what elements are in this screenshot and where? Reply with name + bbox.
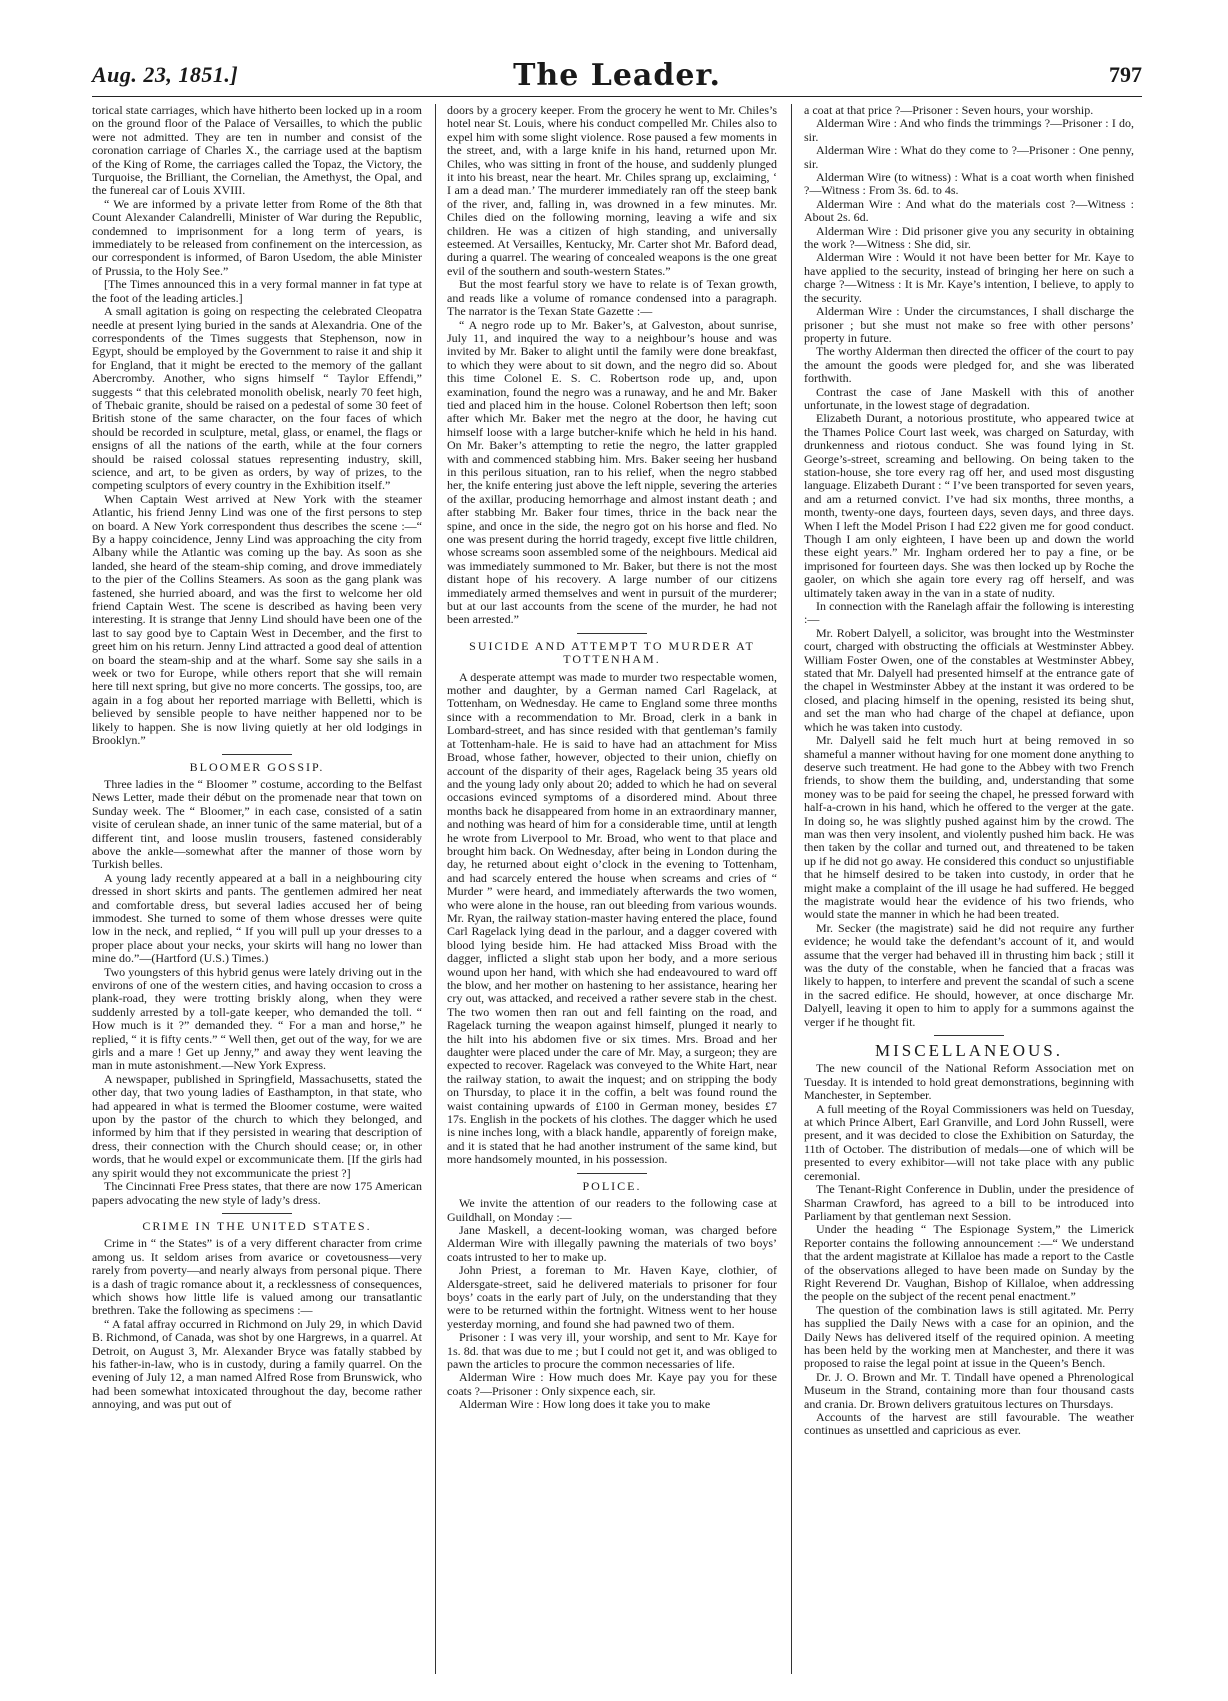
paragraph: Alderman Wire : Under the circumstances, I shall discharge the prisoner ; but she must not make so free with other persons’ property in future.	[804, 304, 1134, 345]
page-number: 797	[1109, 62, 1142, 87]
paragraph: a coat at that price ?—Prisoner : Seven hours, your worship.	[804, 104, 1094, 117]
paragraph: When Captain West arrived at New York with the steamer Atlantic, his friend Jenny Lind was one of the first persons to step on board. A New York correspondent thus describes the scene :—“ By a happy coincidence, Jenny Lind was approaching the city from Albany while the Atlantic was coming up the bay. As soon as she landed, she heard of the steam-ship coming, and drove immediately to the pier of the Collins Steamers. As soon as the gang plank was fastened, she hurried aboard, and was the first to welcome her old friend Captain West. The scene is described as having been very interesting. It is strange that Jenny Lind should have been one of the last to say good bye to Captain West in December, and the first to greet him on his return. Jenny Lind attracted a good deal of attention on board the steam-ship and at the wharf. Some say she sails in a week or two for Europe, while others report that she will remain here till next spring, but give no more concerts. The gossips, too, are again in a fog about her reported marriage with Belletti, which is believed by sensible people to have neither happened nor to be likely to happen. She is now living quietly at her old lodgings in Brooklyn.”	[92, 491, 422, 748]
paragraph: A desperate attempt was made to murder two respectable women, mother and daughter, by a German named Carl Ragelack, at Tottenham, on Wednesday. He came to England some three months since with a recommendation to Mr. Broad, clerk in a bank in Lombard-street, and has since resided with that gentleman’s family at Tottenham-hale. He is said to have had an attachment for Miss Broad, whose father, however, objected to their union, chiefly on account of the disparity of their ages, Ragelack being 35 years old and the young lady only about 20; added to which he had on several occasions evinced symptoms of a disordered mind. About three months back he disappeared from home in an extraordinary manner, and nothing was heard of him for a considerable time, until at length he wrote from Liverpool to Mr. Broad, who went to that place and brought him back. On Wednesday, after being in London during the day, he returned about eight o’clock in the evening to Tottenham, and had scarcely entered the house when screams and cries of “ Murder ” were heard, and immediately afterwards the two women, who were alone in the house, ran out bleeding from various wounds. Mr. Ryan, the railway station-master having entered the place, found Carl Ragelack lying dead in the parlour, and a dagger covered with blood lying beside him. He had attacked Miss Broad with the dagger, inflicted a slight stab upon her body, and a more serious wound upon her hand, with which she had endeavoured to ward off the blow, and her mother on hastening to her assistance, hearing her cry out, was attacked, and received a rather severe stab in the chest. The two women then ran out and fell fainting on the road, and Ragelack turning the weapon against himself, plunged it nearly to the hilt into his abdomen five or six times. Mrs. Broad and her daughter were placed under the care of Mr. May, a surgeon; they are expected to recover. Ragelack was conveyed to the White Hart, near the railway station, to await the inquest; and on stripping the body on Thursday, to place it in the coffin, a belt was found round the waist containing upwards of £100 in German money, besides £7 17s. English in the pockets of his clothes. The dagger which he used is nine inches long, with a black handle, apparently of foreign make, and it is stated that he had another instrument of the same kind, but more handsomely mounted, in his possession.	[447, 669, 777, 1167]
paragraph: Dr. J. O. Brown and Mr. T. Tindall have opened a Phrenological Museum in the Strand, containing more than four thousand casts and crania. Dr. Brown delivers gratuitous lectures on Thursdays.	[804, 1369, 1134, 1411]
paragraph: Accounts of the harvest are still favourable. The weather continues as unsettled and capricious as ever.	[804, 1410, 1134, 1438]
paragraph: Alderman Wire (to witness) : What is a coat worth when finished ?—Witness : From 3s. 6d. to 4s.	[804, 170, 1134, 198]
section-rule	[577, 1173, 647, 1174]
paragraph: [The Times announced this in a very formal manner in fat type at the foot of the leading articles.]	[92, 277, 422, 305]
paragraph: But the most fearful story we have to relate is of Texan growth, and reads like a volume of romance condensed into a paragraph. The narrator is the Texan State Gazette :—	[447, 277, 777, 319]
paragraph: Alderman Wire : How long does it take you to make	[459, 1397, 711, 1412]
section-heading-police: POLICE.	[582, 1178, 642, 1193]
paragraph: doors by a grocery keeper. From the grocery he went to Mr. Chiles’s hotel near St. Louis, where his conduct compelled Mr. Chiles also to expel him with some slight violence. Rose paused a few moments in the street, and, with a large knife in his hand, returned upon Mr. Chiles, who was sitting in front of the house, and suddenly plunged it into his breast, near the heart. Mr. Chiles sprang up, exclaiming, ‘ I am a dead man.’ The murderer immediately ran off the steep bank of the river, and, falling in, was drowned in a few minutes. Mr. Chiles died on the following morning, leaving a wife and six children. He was a citizen of high standing, and universally esteemed. At Versailles, Kentucky, Mr. Carter shot Mr. Baford dead, during a quarrel. The wearing of concealed weapons is the one great evil of the southern and south-western States.”	[447, 104, 777, 278]
paragraph: In connection with the Ranelagh affair the following is interesting :—	[804, 599, 1134, 627]
paragraph: Contrast the case of Jane Maskell with this of another unfortunate, in the lowest stage of degradation.	[804, 384, 1134, 412]
section-heading-bloomer-gossip: BLOOMER GOSSIP.	[189, 759, 325, 774]
paragraph: A newspaper, published in Springfield, Massachusetts, stated the other day, that two young ladies of Easthampton, in that state, who had appeared in what is termed the Bloomer costume, were waited upon by the pastor of the church to which they belonged, and informed by him that if they persisted in wearing that description of dress, their connection with the Church should cease; or, in other words, that he would expel or excommunicate them. [If the girls had any spirit would they not excommunicate the priest ?]	[92, 1071, 422, 1180]
paragraph: A full meeting of the Royal Commissioners was held on Tuesday, at which Prince Albert, Earl Granville, and Lord John Russell, were present, and it was decided to close the Exhibition on Saturday, the 11th of October. The distribution of medals—one of which will be presented to every exhibitor—will not take place with any public ceremonial.	[804, 1101, 1134, 1183]
paragraph: Crime in “ the States” is of a very different character from crime among us. It seldom arises from avarice or covetousness—very rarely from poverty—and nearly always from personal pique. There is a dash of tragic romance about it, a recklessness of consequences, which shows how little life is valued among our transatlantic brethren. Take the following as specimens :—	[92, 1236, 422, 1318]
section-rule	[577, 633, 647, 634]
paragraph: Alderman Wire : What do they come to ?—Prisoner : One penny, sir.	[804, 143, 1134, 171]
paragraph: Three ladies in the “ Bloomer ” costume, according to the Belfast News Letter, made their début on the promenade near that town on Sunday week. The “ Bloomer,” in each case, consisted of a satin visite of cerulean shade, an inner tunic of the same material, but of a different tint, and loose muslin trousers, fastened considerably above the ankle—somewhat after the manner of those worn by Turkish belles.	[92, 776, 422, 872]
section-heading-suicide: SUICIDE AND ATTEMPT TO MURDER AT TOTTENHAM.	[469, 638, 755, 667]
paragraph: “ We are informed by a private letter from Rome of the 8th that Count Alexander Calandrelli, Minister of War during the Republic, condemned to imprisonment for a long term of years, is immediately to be released from confinement on the intercession, as our correspondent is informed, of Baron Usedom, the able Minister of Prussia, to the Holy See.”	[92, 196, 422, 278]
paragraph: Elizabeth Durant, a notorious prostitute, who appeared twice at the Thames Police Court last week, was charged on Saturday, with drunkenness and riotous conduct. She was found lying in St. George’s-street, screaming and bellowing. On being taken to the station-house, she tore every rag off her, and used most disgusting language. Elizabeth Durant : “ I’ve been transported for seven years, and am a returned convict. I’ve had six months, three months, a month, twenty-one days, fourteen days, seven days, and three days. When I left the Model Prison I had £22 given me for good conduct. Though I am only eighteen, I have been up and down the world these eight years.” Mr. Ingham ordered her to pay a fine, or be imprisoned for fourteen days. She was then locked up by Roche the gaoler, on which she again tore every rag off herself, and was ultimately taken away in the van in a state of nudity.	[804, 411, 1134, 600]
masthead	[92, 58, 1142, 97]
section-heading-crime: CRIME IN THE UNITED STATES.	[142, 1218, 372, 1233]
paragraph: Alderman Wire : Did prisoner give you any security in obtaining the work ?—Witness : She did, sir.	[804, 223, 1134, 252]
paragraph: Alderman Wire : Would it not have been better for Mr. Kaye to have applied to the security, instead of bringing her here on such a charge ?—Witness : It is Mr. Kaye’s intention, I believe, to apply to the security.	[804, 250, 1134, 305]
paragraph: The new council of the National Reform Association met on Tuesday. It is intended to hold great demonstrations, beginning with Manchester, in September.	[804, 1061, 1134, 1103]
paragraph: A small agitation is going on respecting the celebrated Cleopatra needle at present lying buried in the sands at Alexandria. One of the correspondents of the Times suggests that Stephenson, now in Egypt, should be employed by the Government to raise it and ship it for England, that it might be erected to the memory of the gallant Abercromby. Another, who signs himself “ Taylor Effendi,” suggests “ that this celebrated monolith obelisk, nearly 70 feet high, of Thebaic granite, should be raised on a pedestal of some 30 feet of British stone of the same character, on the four faces of which should be recorded in sculpture, metal, glass, or enamel, the flags or ensigns of all the nations of the earth, while at the four corners should be raised colossal statues representing industry, skill, science, and art, to be given as orders, by way of prizes, to the competing sculptors of every country in the Exhibition itself.”	[92, 304, 422, 493]
column-divider	[435, 104, 436, 1674]
paragraph: The question of the combination laws is still agitated. Mr. Perry has supplied the Daily News with a case for an opinion, and the Daily News has delivered itself of the required opinion. A meeting has been held by the working men at Manchester, and there it was proposed to raise the legal point at issue in the Queen’s Bench.	[804, 1302, 1134, 1371]
paragraph: Mr. Secker (the magistrate) said he did not require any further evidence; he would take the defendant’s account of it, and would assume that the verger had behaved ill in thrusting him back ; still it was the duty of the constable, when he fancied that a fracas was likely to happen, to interfere and prevent the scandal of such a scene in the sacred edifice. He should, however, at once discharge Mr. Dalyell, leaving it open to him to apply for a summons against the verger if he thought fit.	[804, 920, 1134, 1029]
paragraph: John Priest, a foreman to Mr. Haven Kaye, clothier, of Aldersgate-street, said he delivered materials to prisoner for four boys’ coats in the early part of July, on the understanding that they were to be returned within the fortnight. Witness went to her house yesterday morning, and found she had pawned two of them.	[447, 1263, 777, 1331]
section-rule	[222, 1213, 292, 1214]
paragraph: Two youngsters of this hybrid genus were lately driving out in the environs of one of the western cities, and having occasion to cross a plank-road, they were trotting briskly along, when they were suddenly arrested by a toll-gate keeper, who demanded the toll. “ How much is it ?” demanded they. “ For a man and horse,” he replied, “ it is fifty cents.” “ Well then, get out of the way, for we are girls and a mare ! Get up Jenny,” and away they went leaving the man in mute astonishment.—New York Express.	[92, 964, 422, 1073]
column-3	[804, 104, 1134, 1674]
paragraph: The Tenant-Right Conference in Dublin, under the presidence of Sharman Crawford, has agreed to a bill to be introduced into Parliament by that gentleman next Session.	[804, 1182, 1134, 1223]
paragraph: “ A negro rode up to Mr. Baker’s, at Galveston, about sunrise, July 11, and inquired the way to a neighbour’s house and was invited by Mr. Baker to alight until the family were done breakfast, to which they were about to sit down, and the negro did so. About this time Colonel E. S. C. Robertson rode up, and, upon examination, found the negro was a runaway, and he and Mr. Baker tied and placed him in the house. Colonel Robertson then left; soon after which Mr. Baker met the negro at the door, he having cut himself loose with a large butcher-knife which he held in his hand. On Mr. Baker’s attempting to retie the negro, the latter grappled with and commenced stabbing him. Mrs. Baker seeing her husband in this perilous situation, ran to his relief, when the negro stabbed her, the knife entering just above the left nipple, severing the arteries of the axillar, producing hemorrhage and almost instant death ; and after stabbing Mr. Baker four times, thrice in the back near the spine, and once in the side, the negro got on his horse and fled. No one was present during the horrid tragedy, except five little children, whose screams soon assembled some of the neighbours. Medical aid was immediately summoned to Mr. Baker, but there is not the most distant hope of his recovery. A large number of our citizens immediately armed themselves and went in pursuit of the murderer; but at our last accounts from the scene of the murder, he had not been arrested.”	[447, 317, 777, 627]
paragraph: torical state carriages, which have hitherto been locked up in a room on the ground floor of the Palace of Versailles, to which the public were not admitted. They are ten in number and consist of the coronation carriage of Charles X., the carriage used at the baptism of the King of Rome, the carriages called the Topaz, the Victory, the Turquoise, the Brilliant, the Cornelian, the Amethyst, the Opal, and the funereal car of Louis XVIII.	[92, 104, 422, 198]
paragraph: Mr. Robert Dalyell, a solicitor, was brought into the Westminster court, charged with obstructing the officials at Westminster Abbey. William Foster Owen, one of the constables at Westminster Abbey, stated that Mr. Dalyell had presented himself at the entrance gate of the chapel in Westminster Abbey at the instant it was ordered to be closed, and placing himself in the opening, resisted its being shut, and set the man who had charge of the chapel at defiance, upon which he was taken into custody.	[804, 625, 1134, 734]
column-divider	[791, 104, 792, 1674]
paragraph: Alderman Wire : And who finds the trimmings ?—Prisoner : I do, sir.	[804, 116, 1134, 144]
paragraph: The Cincinnati Free Press states, that there are now 175 American papers advocating the new style of lady’s dress.	[92, 1179, 422, 1207]
issue-date: Aug. 23, 1851.]	[92, 62, 239, 87]
paragraph: Prisoner : I was very ill, your worship, and sent to Mr. Kaye for 1s. 8d. that was due to me ; but I could not get it, and was obliged to pawn the articles to procure the common necessaries of life.	[447, 1330, 777, 1371]
paragraph: The worthy Alderman then directed the officer of the court to pay the amount the goods were pledged for, and she was liberated forthwith.	[804, 344, 1134, 386]
paragraph: “ A fatal affray occurred in Richmond on July 29, in which David B. Richmond, of Canada, was shot by one Hargrews, in a quarrel. At Detroit, on August 3, Mr. Alexander Bryce was fatally stabbed by his father-in-law, who is in custody, during a family quarrel. On the evening of July 12, a man named Alfred Rose from Brunswick, who had been somewhat intoxicated throughout the day, become rather annoying, and was put out of	[92, 1316, 422, 1412]
section-rule	[222, 754, 292, 755]
paragraph: Under the heading “ The Espionage System,” the Limerick Reporter contains the following announcement :—“ We understand that the ardent magistrate at Killaloe has made a report to the Castle of the observations alleged to have been made on Sunday by the Right Reverend Dr. Vaughan, Bishop of Killaloe, when addressing the people on the subject of the recent penal enactment.”	[804, 1222, 1134, 1304]
paragraph: We invite the attention of our readers to the following case at Guildhall, on Monday :—	[447, 1196, 777, 1224]
paragraph: Mr. Dalyell said he felt much hurt at being removed in so shameful a manner without having for one moment done anything to deserve such treatment. He had gone to the Abbey with two French friends, to show them the building, and, understanding that some money was to be paid for seeing the chapel, he pressed forward with half-a-crown in his hand, which he offered to the verger at the gate. In doing so, he was slightly pushed against him by the crowd. The man was then very insolent, and violently pushed him back. He was then taken by the collar and turned out, and threatened to be taken up if he did not go away. He considered this conduct so unjustifiable that he himself desired to be taken into custody, in order that he might make a complaint of the ill usage he had suffered. He begged the magistrate would hear the evidence of his two friends, who would state the manner in which he had been treated.	[804, 733, 1134, 922]
paragraph: Alderman Wire : And what do the materials cost ?—Witness : About 2s. 6d.	[804, 196, 1134, 225]
paragraph: Jane Maskell, a decent-looking woman, was charged before Alderman Wire with illegally pawning the materials of two boys’ coats intrusted to her to make up.	[447, 1222, 777, 1264]
article-columns	[92, 104, 1142, 1674]
newspaper-title: The Leader.	[513, 58, 721, 93]
paragraph: Alderman Wire : How much does Mr. Kaye pay you for these coats ?—Prisoner : Only sixpence each, sir.	[447, 1370, 777, 1398]
paragraph: A young lady recently appeared at a ball in a neighbouring city dressed in short skirts and pants. The gentlemen admired her neat and comfortable dress, but several ladies accused her of being immodest. She turned to some of them whose dresses were quite low in the neck, and replied, “ If you will pull up your dresses to a proper place about your necks, your skirts will hang no lower than mine do.”—(Hartford (U.S.) Times.)	[92, 870, 422, 966]
section-rule	[934, 1035, 1004, 1036]
column-2	[447, 104, 777, 1674]
section-heading-miscellaneous: MISCELLANEOUS.	[875, 1041, 1063, 1061]
column-1	[92, 104, 422, 1674]
